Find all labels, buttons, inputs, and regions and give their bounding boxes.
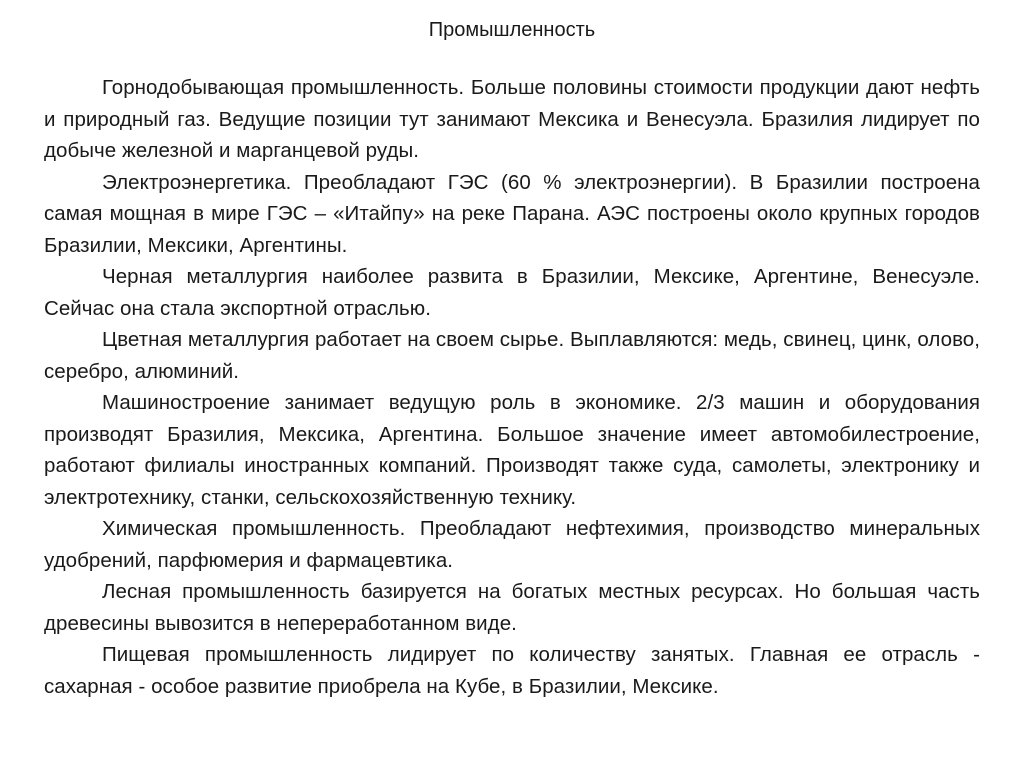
paragraph-energy: Электроэнергетика. Преобладают ГЭС (60 % электроэнергии). В Бразилии построена самая мощная в мире ГЭС – «Итайпу» на реке Парана. АЭС построены около крупных городов Бразилии, Мексики, Аргентины. [44,170,980,257]
document-page [44,6,980,702]
page-title: Промышленность [428,19,596,41]
paragraph-ferrous-metallurgy: Черная металлургия наиболее развита в Бразилии, Мексике, Аргентине, Венесуэле. Сейчас она стала экспортной отраслью. [44,265,980,320]
paragraph-food-industry: Пищевая промышленность лидирует по количеству занятых. Главная ее отрасль - сахарная - особое развитие приобрела на Кубе, в Бразилии, Мексике. [44,643,980,698]
paragraph-nonferrous-metallurgy: Цветная металлургия работает на своем сырье. Выплавляются: медь, свинец, цинк, олово, серебро, алюминий. [44,328,980,383]
paragraph-forestry-industry: Лесная промышленность базируется на богатых местных ресурсах. Но большая часть древесины вывозится в непереработанном виде. [44,580,980,635]
paragraph-machine-building: Машиностроение занимает ведущую роль в экономике. 2/3 машин и оборудования производят Бразилия, Мексика, Аргентина. Большое значение имеет автомобилестроение, работают филиалы иностранных компаний. Производят также суда, самолеты, электронику и электротехнику, станки, сельскохозяйственную технику. [44,391,980,509]
paragraph-chemical-industry: Химическая промышленность. Преобладают нефтехимия, производство минеральных удобрений, парфюмерия и фармацевтика. [44,517,980,572]
paragraph-mining: Горнодобывающая промышленность. Больше половины стоимости продукции дают нефть и природный газ. Ведущие позиции тут занимают Мексика и Венесуэла. Бразилия лидирует по добыче железной и марганцевой руды. [44,76,980,162]
